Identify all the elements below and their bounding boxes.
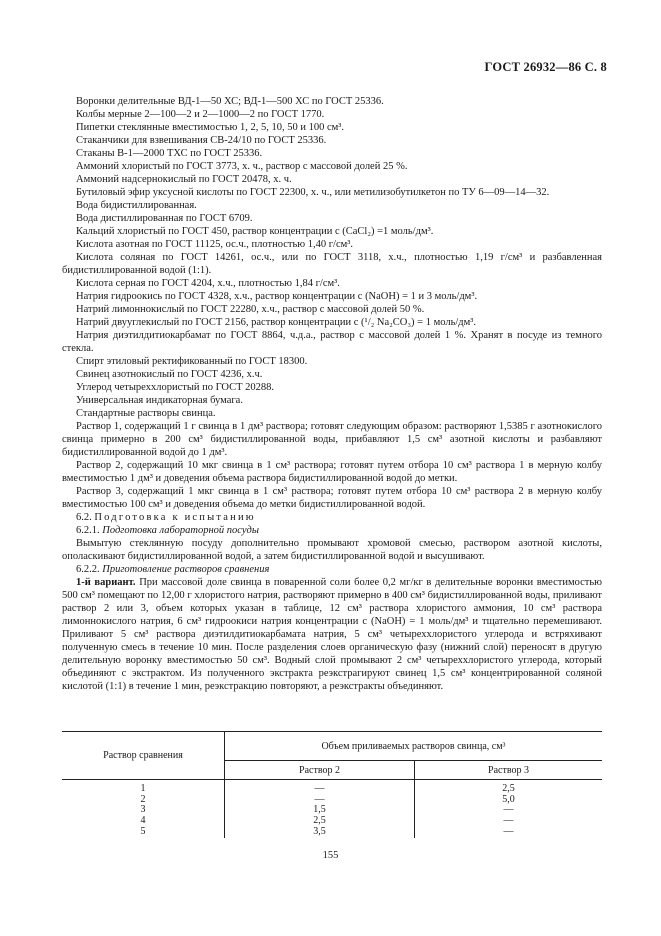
section-heading-6-2 <box>62 511 602 524</box>
list-item: Вода бидистиллированная. <box>76 200 197 211</box>
table-cell: 2 <box>140 793 146 805</box>
solution-paragraph: Раствор 1, содержащий 1 г свинца в 1 дм³ раствора; готовят следующим образом: растворяют 1,5385 г азотнокислого свинца примерно в 200 см³ бидистиллированной воды, прибавляют 1,5 см³ азотной кислоты и разбавляют бидистиллированной водой до 1 дм³. <box>62 421 602 458</box>
section-number: 6.2.2. <box>76 564 100 575</box>
list-item: Кислота серная по ГОСТ 4204, х.ч., плотностью 1,84 г/см³. <box>76 278 340 289</box>
list-item: Углерод четыреххлористый по ГОСТ 20288. <box>76 382 275 393</box>
section-text-6-2-1: Вымытую стеклянную посуду дополнительно промывают хромовой смесью, раствором азотной кислоты, ополаскивают бидистиллированной водой, а затем бидистиллированной водой и высушивают. <box>62 538 602 562</box>
list-item: Стандартные растворы свинца. <box>76 408 216 419</box>
section-number: 6.2.1. <box>76 525 100 536</box>
list-item: Кальций хлористый по ГОСТ 450, раствор концентрации c (CaCl₂) =1 моль/дм³. <box>76 226 434 237</box>
list-item: Стаканчики для взвешивания СВ-24/10 по ГОСТ 25336. <box>76 135 327 146</box>
list-item: Вода дистиллированная по ГОСТ 6709. <box>76 213 253 224</box>
table-cell: 2,5 <box>225 816 415 827</box>
table-cell: 4 <box>140 815 146 827</box>
list-item: Бутиловый эфир уксусной кислоты по ГОСТ 22300, х. ч., или метилизобутилкетон по ТУ 6—09—14—32. <box>76 187 550 198</box>
list-item: Кислота азотная по ГОСТ 11125, ос.ч., плотностью 1,40 г/см³. <box>76 239 354 250</box>
variant-text: При массовой доле свинца в поваренной соли более 0,2 мг/кг в делительные воронки вместимостью 500 см³ помещают по 12,00 г хлористого натрия, растворяют примерно в 400 см³ бидистиллированной воды, приливают раствор 2 или 3, объем которых указан в таблице, 12 см³ раствора хлористого аммония, 10 см³ раствора лимоннокислого натрия, 6 см³ гидроокиси натрия концентрации c (NaOH) = 1 моль/дм³ и тщательно перемешивают. Приливают 5 см³ раствора диэтилдитиокарбамата натрия, 5 см³ четыреххлористого углерода и встряхивают полученную смесь в течение 10 мин. После разделения слоев органическую фазу (нижний слой) переносят в другую делительную воронку вместимостью 50 см³. Водный слой промывают 2 см³ четыреххлористого углерода, который объединяют с экстрактом. Из полученного экстракта реэкстрагируют свинец 1,5 см³ концентрированной соляной кислотой (1:1) в течение 1 мин, реэкстракцию повторяют, а реэкстракты объединяют. <box>62 577 603 692</box>
list-item: Универсальная индикаторная бумага. <box>76 395 243 406</box>
list-item: Натрия диэтилдитиокарбамат по ГОСТ 8864, ч.д.а., раствор с массовой долей 1 %. Хранят в посуде из темного стекла. <box>62 330 602 354</box>
page-header: ГОСТ 26932—86 С. 8 <box>484 60 607 74</box>
column-header-solution: Раствор сравнения <box>62 732 225 780</box>
column-header-group: Объем приливаемых растворов свинца, см³ <box>225 732 603 761</box>
comparison-solutions-table <box>62 731 602 838</box>
list-item: Воронки делительные ВД-1—50 ХС; ВД-1—500 ХС по ГОСТ 25336. <box>76 96 384 107</box>
column-header-r3: Раствор 3 <box>415 761 603 780</box>
table-cell: 3 <box>140 804 146 816</box>
table-cell: — <box>415 827 603 838</box>
solution-paragraph: Раствор 3, содержащий 1 мкг свинца в 1 см³ раствора; готовят путем отбора 10 см³ раствора 2 в мерную колбу вместимостью 100 см³ и доведения объема до метки бидистиллированной водой. <box>62 486 602 510</box>
table-cell: 1 <box>140 783 146 794</box>
table-cell: — <box>225 780 415 795</box>
table-cell: 1,5 <box>225 805 415 816</box>
table-cell: — <box>415 816 603 827</box>
list-item: Натрий лимоннокислый по ГОСТ 22280, х.ч., раствор с массовой долей 50 %. <box>76 304 425 315</box>
solution-paragraph: Раствор 2, содержащий 10 мкг свинца в 1 см³ раствора; готовят путем отбора 10 см³ раствора 1 в мерную колбу вместимостью 1 дм³ и доведения объема раствора бидистиллированной водой до метки. <box>62 460 602 484</box>
variant-label: 1-й вариант. <box>76 577 136 588</box>
section-heading-6-2-1 <box>62 524 602 537</box>
section-title: Подготовка к испытанию <box>94 512 256 523</box>
table-cell: — <box>415 805 603 816</box>
section-title: Подготовка лабораторной посуды <box>102 525 259 536</box>
section-text-6-2-2 <box>62 576 602 693</box>
column-header-r2: Раствор 2 <box>225 761 415 780</box>
list-item: Пипетки стеклянные вместимостью 1, 2, 5, 10, 50 и 100 см³. <box>76 122 345 133</box>
list-item: Натрия гидроокись по ГОСТ 4328, х.ч., раствор концентрации c (NaOH) = 1 и 3 моль/дм³. <box>76 291 478 302</box>
list-item: Стаканы В-1—2000 ТХС по ГОСТ 25336. <box>76 148 263 159</box>
section-heading-6-2-2 <box>62 563 602 576</box>
table-cell: 2,5 <box>415 780 603 795</box>
table-cell: 3,5 <box>225 827 415 838</box>
table-cell: 5 <box>140 825 146 837</box>
document-body <box>62 95 602 693</box>
list-item: Спирт этиловый ректификованный по ГОСТ 18300. <box>76 356 308 367</box>
table-cell: — <box>225 795 415 806</box>
list-item: Аммоний надсернокислый по ГОСТ 20478, х. ч. <box>76 174 292 185</box>
list-item: Свинец азотнокислый по ГОСТ 4236, х.ч. <box>76 369 263 380</box>
page-number: 155 <box>322 850 339 861</box>
table-row <box>62 827 602 838</box>
list-item: Натрий двууглекислый по ГОСТ 2156, раствор концентрации c (¹/₂ Na₂CO₃) = 1 моль/дм³. <box>76 317 477 328</box>
list-item: Аммоний хлористый по ГОСТ 3773, х. ч., раствор с массовой долей 25 %. <box>76 161 408 172</box>
table-cell: 5,0 <box>415 795 603 806</box>
section-number: 6.2. <box>76 512 92 523</box>
table-row <box>62 780 602 795</box>
list-item: Кислота соляная по ГОСТ 14261, ос.ч., или по ГОСТ 3118, х.ч., плотностью 1,19 г/см³ и разбавленная бидистиллированной водой (1:1). <box>62 252 602 276</box>
reagent-list <box>62 95 602 420</box>
section-title: Приготовление растворов сравнения <box>102 564 270 575</box>
list-item: Колбы мерные 2—100—2 и 2—1000—2 по ГОСТ 1770. <box>76 109 325 120</box>
